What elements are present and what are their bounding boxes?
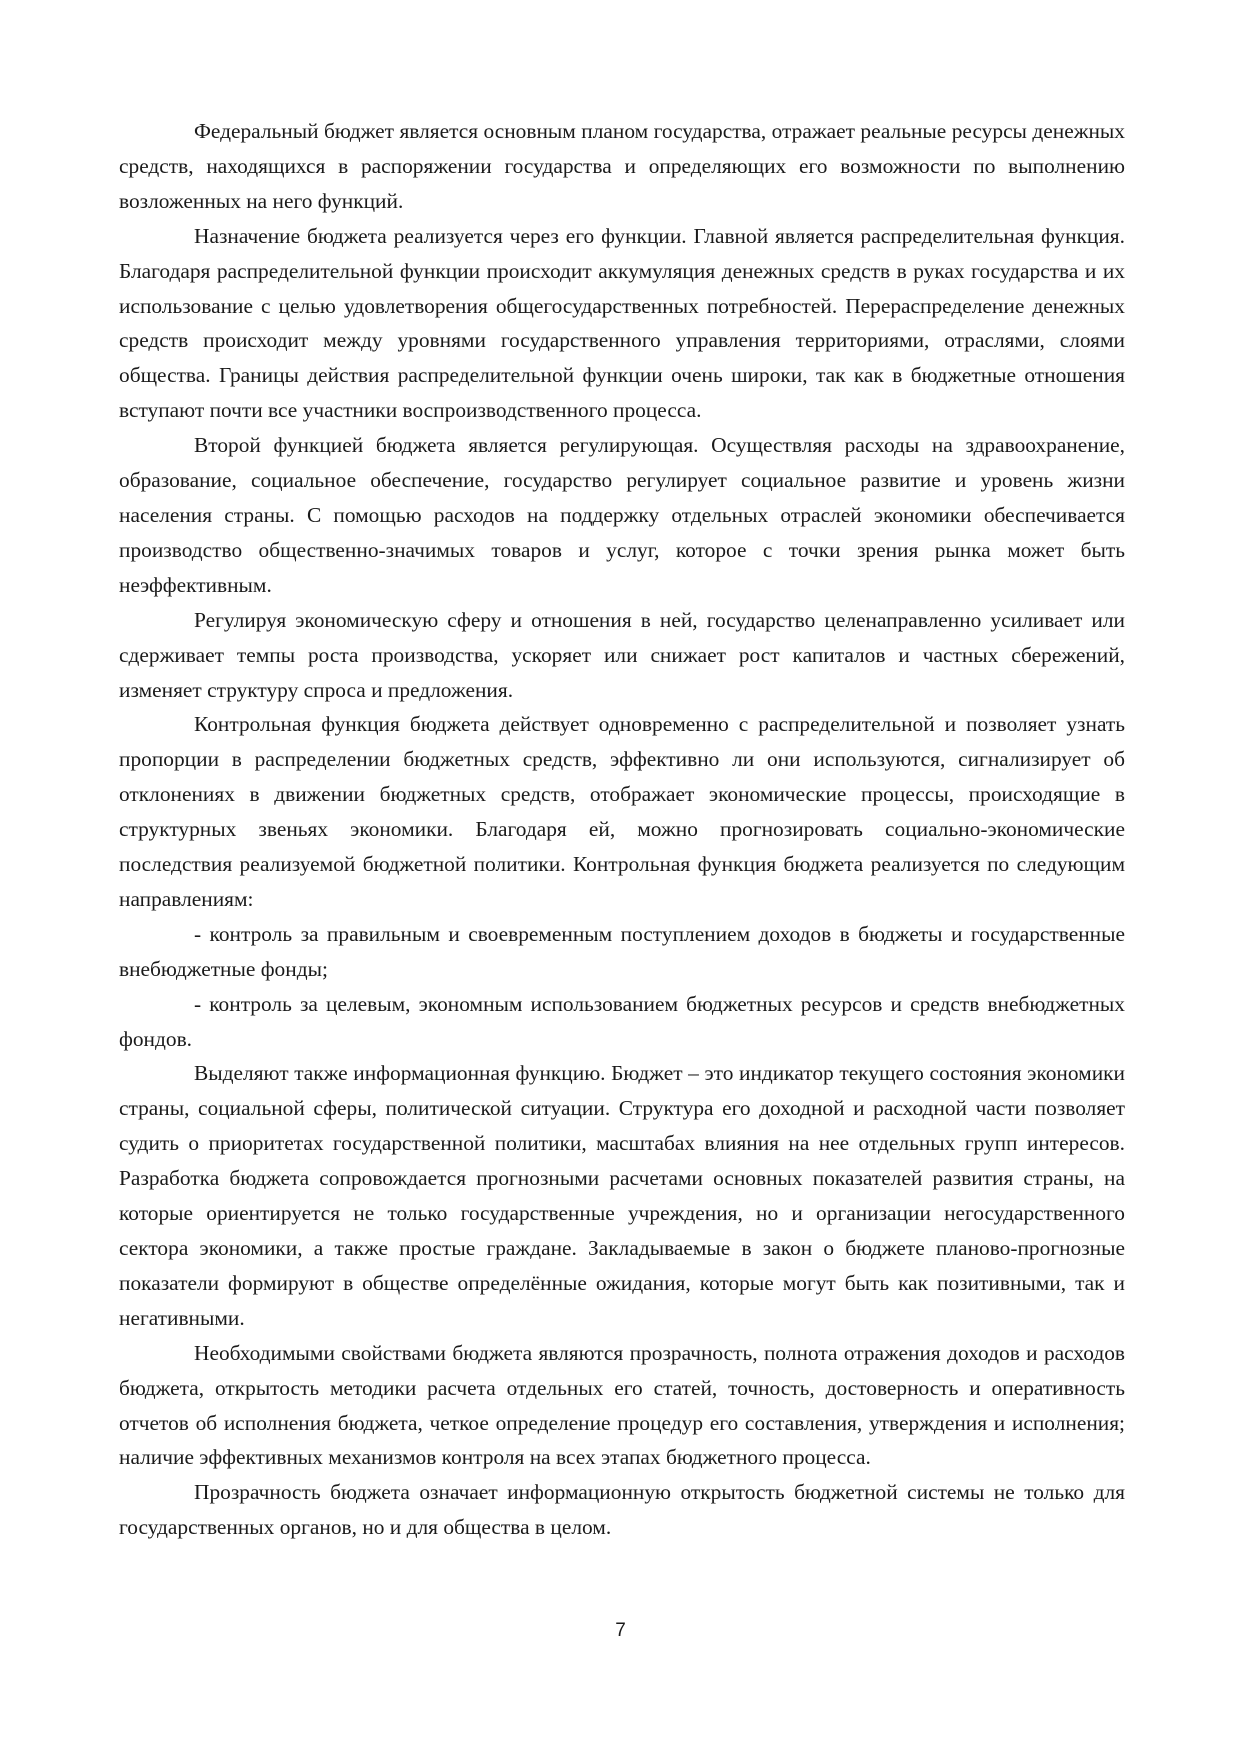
page-body: [119, 114, 1125, 1545]
paragraph: Второй функцией бюджета является регулирующая. Осуществляя расходы на здравоохранение, образование, социальное обеспечение, государство регулирует социальное развитие и уровень жизни населения страны. С помощью расходов на поддержку отдельных отраслей экономики обеспечивается производство общественно-значимых товаров и услуг, которое с точки зрения рынка может быть неэффективным.: [119, 433, 1125, 597]
paragraph: Выделяют также информационная функцию. Бюджет – это индикатор текущего состояния экономики страны, социальной сферы, политической ситуации. Структура его доходной и расходной части позволяет судить о приоритетах государственной политики, масштабах влияния на нее отдельных групп интересов. Разработка бюджета сопровождается прогнозными расчетами основных показателей развития страны, на которые ориентируется не только государственные учреждения, но и организации негосударственного сектора экономики, а также простые граждане. Закладываемые в закон о бюджете планово-прогнозные показатели формируют в обществе определённые ожидания, которые могут быть как позитивными, так и негативными.: [119, 1061, 1125, 1330]
paragraph: Федеральный бюджет является основным планом государства, отражает реальные ресурсы денежных средств, находящихся в распоряжении государства и определяющих его возможности по выполнению возложенных на него функций.: [119, 119, 1125, 213]
list-item: - контроль за правильным и своевременным поступлением доходов в бюджеты и государственные внебюджетные фонды;: [119, 921, 1125, 981]
paragraph: Назначение бюджета реализуется через его функции. Главной является распределительная функция. Благодаря распределительной функции происходит аккумуляция денежных средств в руках государства и их использование с целью удовлетворения общегосударственных потребностей. Перераспределение денежных средств происходит между уровнями государственного управления территориями, отраслями, слоями общества. Границы действия распределительной функции очень широки, так как в бюджетные отношения вступают почти все участники воспроизводственного процесса.: [119, 223, 1125, 423]
list-item: - контроль за целевым, экономным использованием бюджетных ресурсов и средств внебюджетных фондов.: [119, 991, 1125, 1051]
paragraph: Регулируя экономическую сферу и отношения в ней, государство целенаправленно усиливает или сдерживает темпы роста производства, ускоряет или снижает рост капиталов и частных сбережений, изменяет структуру спроса и предложения.: [119, 607, 1125, 702]
paragraph: Контрольная функция бюджета действует одновременно с распределительной и позволяет узнать пропорции в распределении бюджетных средств, эффективно ли они используются, сигнализирует об отклонениях в движении бюджетных средств, отображает экономические процессы, происходящие в структурных звеньях экономики. Благодаря ей, можно прогнозировать социально-экономические последствия реализуемой бюджетной политики. Контрольная функция бюджета реализуется по следующим направлениям:: [119, 712, 1125, 911]
paragraph: Прозрачность бюджета означает информационную открытость бюджетной системы не только для государственных органов, но и для общества в целом.: [119, 1480, 1125, 1540]
paragraph: Необходимыми свойствами бюджета являются прозрачность, полнота отражения доходов и расходов бюджета, открытость методики расчета отдельных его статей, точность, достоверность и оперативность отчетов об исполнения бюджета, четкое определение процедур его составления, утверждения и исполнения; наличие эффективных механизмов контроля на всех этапах бюджетного процесса.: [119, 1340, 1125, 1470]
page-number: 7: [615, 1620, 626, 1641]
